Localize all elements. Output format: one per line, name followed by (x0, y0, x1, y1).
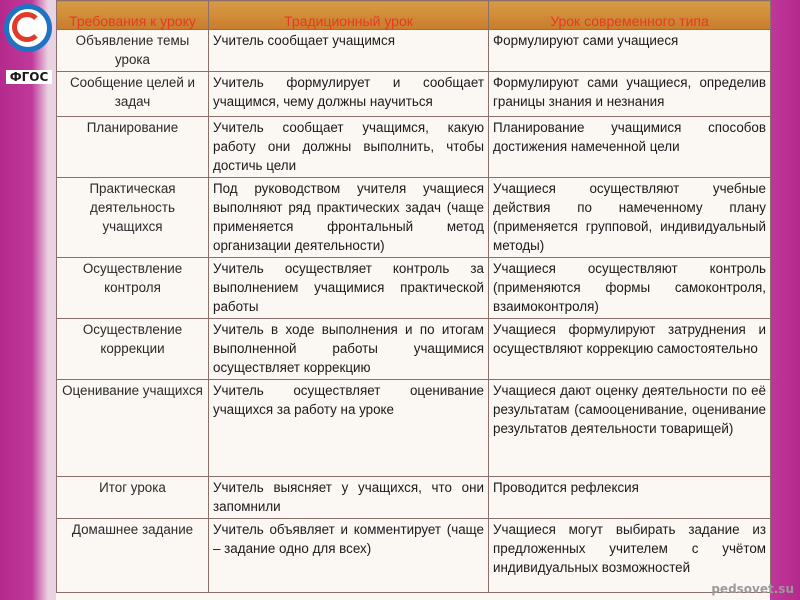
modern-cell: Формулируют сами учащиеся, определив границы знания и незнания (489, 72, 771, 117)
header-row (57, 1, 771, 30)
requirement-cell: Домашнее задание (57, 519, 209, 593)
modern-cell: Учащиеся осуществляют учебные действия по намеченному плану (применяется групповой, индивидуальный методы) (489, 178, 771, 258)
traditional-cell: Учитель формулирует и сообщает учащимся, чему должны научиться (209, 72, 489, 117)
table-row (57, 258, 771, 319)
table-row (57, 380, 771, 477)
modern-cell: Учащиеся дают оценку деятельности по её результатам (самооценивание, оценивание результатов деятельности товарищей) (489, 380, 771, 477)
traditional-cell: Под руководством учителя учащиеся выполняют ряд практических задач (чаще применяется фронтальный метод организации деятельности) (209, 178, 489, 258)
modern-cell: Формулируют сами учащиеся (489, 30, 771, 72)
table-row (57, 477, 771, 519)
modern-cell: Учащиеся осуществляют контроль (применяются формы самоконтроля, взаимоконтроля) (489, 258, 771, 319)
traditional-cell: Учитель в ходе выполнения и по итогам выполненной работы учащимися осуществляет коррекцию (209, 319, 489, 380)
logo-arc-icon (12, 12, 42, 42)
traditional-cell: Учитель сообщает учащимся, какую работу они должны выполнить, чтобы достичь цели (209, 117, 489, 178)
watermark: pedsovet.su (711, 582, 794, 596)
modern-cell: Учащиеся формулируют затруднения и осуществляют коррекцию самостоятельно (489, 319, 771, 380)
requirement-cell: Практическая деятельность учащихся (57, 178, 209, 258)
header-traditional: Традиционный урок (209, 1, 489, 30)
requirement-cell: Осуществление коррекции (57, 319, 209, 380)
modern-cell: Проводится рефлексия (489, 477, 771, 519)
traditional-cell: Учитель осуществляет контроль за выполнением учащимися практической работы (209, 258, 489, 319)
header-modern: Урок современного типа (489, 1, 771, 30)
requirement-cell: Итог урока (57, 477, 209, 519)
table-row (57, 72, 771, 117)
logo-label: ФГОС (6, 70, 52, 84)
modern-cell: Учащиеся могут выбирать задание из предложенных учителем с учётом индивидуальных возможностей (489, 519, 771, 593)
traditional-cell: Учитель сообщает учащимся (209, 30, 489, 72)
traditional-cell: Учитель осуществляет оценивание учащихся за работу на уроке (209, 380, 489, 477)
traditional-cell: Учитель выясняет у учащихся, что они запомнили (209, 477, 489, 519)
traditional-cell: Учитель объявляет и комментирует (чаще – задание одно для всех) (209, 519, 489, 593)
requirement-cell: Оценивание учащихся (57, 380, 209, 477)
fgos-logo (0, 0, 58, 88)
table-row (57, 319, 771, 380)
table-row (57, 30, 771, 72)
modern-cell: Планирование учащимися способов достижения намеченной цели (489, 117, 771, 178)
requirement-cell: Объявление темы урока (57, 30, 209, 72)
table-row (57, 178, 771, 258)
header-requirements: Требования к уроку (57, 1, 209, 30)
requirement-cell: Планирование (57, 117, 209, 178)
requirement-cell: Сообщение целей и задач (57, 72, 209, 117)
requirement-cell: Осуществление контроля (57, 258, 209, 319)
table-row (57, 117, 771, 178)
comparison-table (56, 0, 771, 593)
table-row (57, 519, 771, 593)
